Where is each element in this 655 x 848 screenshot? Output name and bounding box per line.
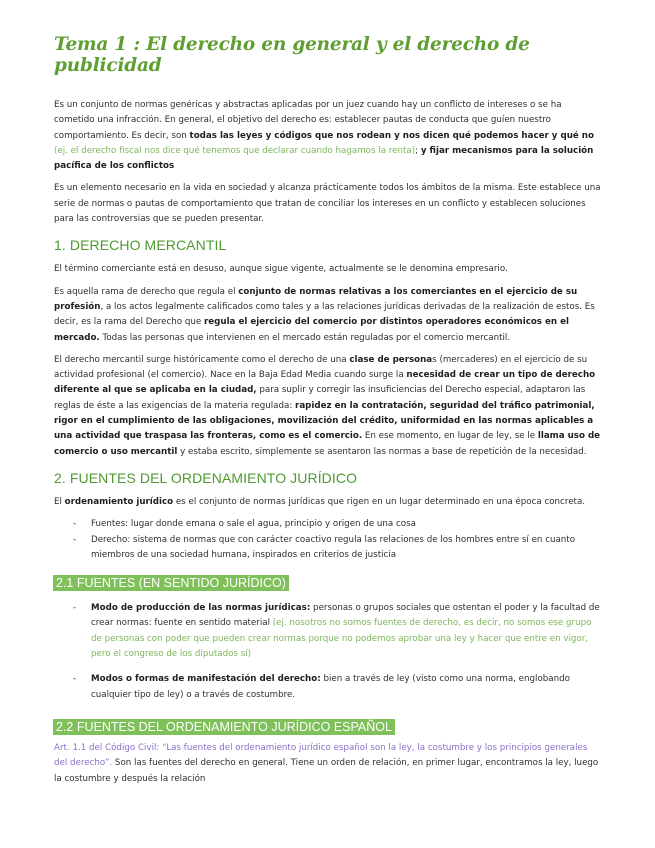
section-heading-derecho-mercantil: 1. DERECHO MERCANTIL (54, 237, 227, 254)
list-item (54, 672, 601, 703)
text: El derecho mercantil surge históricamente como el derecho de una (54, 354, 350, 365)
bold-text: rapidez en la contratación, seguridad del tráfico patrimonial, rigor en el cumplimiento de las obligaciones, movilización del crédito, uniformidad en las normas aplicables a una actividad que traspasa las fronteras, como es el comercio. (54, 400, 595, 442)
mercantil-paragraph-3 (54, 353, 601, 460)
section-heading-fuentes-ordenamiento: 2. FUENTES DEL ORDENAMIENTO JURÍDICO (54, 469, 358, 486)
intro-example-note: (ej. el derecho fiscal nos dice qué tenemos que declarar cuando hagamos la renta) (54, 145, 416, 156)
text: Todas las personas que intervienen en el mercado están reguladas por el comercio mercantil. (99, 332, 511, 343)
text: Son las fuentes del derecho en general. Tiene un orden de relación, en primer lugar, encontramos la ley, luego la costumbre y después la relación (54, 758, 599, 784)
list-item: - Fuentes: lugar donde emana o sale el agua, principio y origen de una cosa (54, 517, 601, 532)
mercantil-paragraph-1: El término comerciante está en desuso, aunque sigue vigente, actualmente se le denomina empresario. (54, 264, 508, 275)
bold-text: necesidad de crear un tipo de derecho diferente al que se aplicaba en la ciudad, (54, 370, 596, 396)
text: bien a través de ley (visto como una norma, englobando cualquier tipo de ley) o a través de costumbre. (91, 674, 570, 700)
bold-text: Modo de producción de las normas jurídicas: (91, 603, 311, 614)
subsection-heading-fuentes-sentido-juridico: 2.1 FUENTES (EN SENTIDO JURÍDICO) (53, 575, 289, 591)
bold-text: regula el ejercicio del comercio por distintos operadores económicos en el mercado. (54, 317, 569, 343)
text: personas o grupos sociales que ostentan el poder y la facultad de crear normas: fuente en sentido material (91, 603, 600, 629)
intro-separator: ; (415, 145, 421, 156)
text: es el conjunto de normas jurídicas que rigen en un lugar determinado en una época concreta. (173, 496, 586, 507)
text: En ese momento, en lugar de ley, se le (362, 431, 538, 442)
example-note: (ej. nosotros no somos fuentes de derecho, es decir, no somos ese grupo de personas con poder que pueden crear normas porque no podemos aprobar una ley y hacer que entre en vigor, pero el congreso de los diputados sí) (91, 618, 592, 660)
text: El (54, 496, 65, 507)
fuentes-list (54, 601, 601, 703)
espanol-paragraph (54, 741, 601, 787)
intro-bold-text-2: y fijar mecanismos para la solución pacífica de los conflictos (54, 145, 594, 172)
text: , a los actos legalmente calificados como tales y a las relaciones jurídicas derivadas de la realización de estos. Es decir, es la rama del Derecho que (54, 301, 595, 328)
text: s (mercaderes) en el ejercicio de su actividad profesional (el comercio). Nace en la Baja Edad Media cuando surge la (54, 354, 588, 381)
bold-text: clase de persona (349, 354, 433, 365)
mercantil-paragraph-2 (54, 285, 601, 346)
intro-text: Es un conjunto de normas genéricas y abstractas aplicadas por un juez cuando hay un conflicto de intereses o se ha cometido una infracción. En general, el objetivo del derecho es: establecer pautas de conducta que guíen nuestro comportamiento. Es decir, son (54, 100, 562, 141)
fuentes-paragraph-1 (54, 495, 601, 510)
page-title: Tema 1 : El derecho en general y el derecho de publicidad (54, 34, 530, 76)
list-item: - Derecho: sistema de normas que con carácter coactivo regula las relaciones de los hombres entre sí en cuanto miembros de una sociedad humana, inspirados en criterios de justicia (54, 533, 601, 564)
intro-bold-text: todas las leyes y códigos que nos rodean y nos dicen qué podemos hacer y qué no (189, 130, 594, 141)
legal-quote: Art. 1.1 del Código Civil: “Las fuentes del ordenamiento jurídico español son la ley, la costumbre y los principios generales del derecho”. (54, 742, 588, 769)
subsection-heading-fuentes-espanol: 2.2 FUENTES DEL ORDENAMIENTO JURÍDICO ESPAÑOL (53, 719, 395, 735)
bold-text: llama uso de comercio o uso mercantil (54, 431, 601, 457)
bold-text: conjunto de normas relativas a los comerciantes en el ejercicio de su profesión (54, 286, 578, 312)
bold-text: ordenamiento jurídico (64, 496, 174, 507)
list-item (54, 601, 601, 662)
intro-paragraph-2: Es un elemento necesario en la vida en sociedad y alcanza prácticamente todos los ámbitos de la misma. Este establece una serie de normas o pautas de comportamiento que tratan de conciliar los intereses en un conflicto y establecen soluciones para las controversias que se pueden presentar. (54, 183, 601, 225)
definitions-list (54, 517, 601, 563)
text: para suplir y corregir las insuficiencias del Derecho especial, adaptaron las reglas de éste a las exigencias de la materia regulada: (54, 385, 586, 411)
text: Es aquella rama de derecho que regula el (54, 286, 239, 297)
text: y estaba escrito, simplemente se asentaron las normas a base de repetición de la necesidad. (177, 446, 587, 457)
bold-text: Modos o formas de manifestación del derecho: (91, 674, 321, 685)
intro-paragraph-1 (54, 98, 601, 174)
